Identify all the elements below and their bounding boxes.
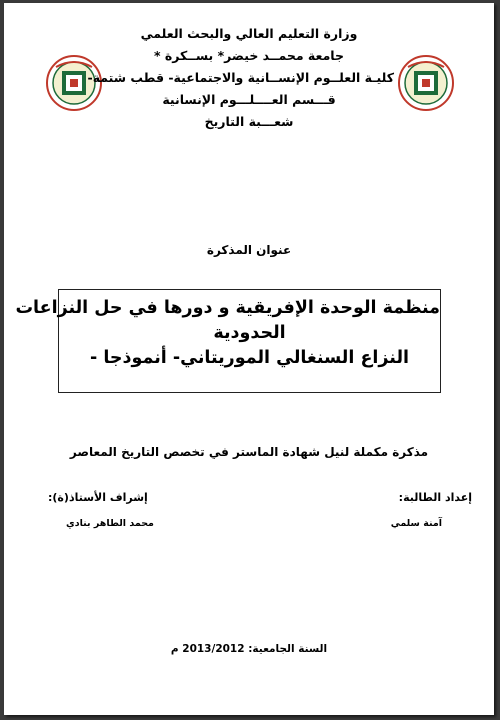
thesis-title-box xyxy=(15,289,441,393)
branch-line: شعـــبة التاريخ xyxy=(204,114,294,129)
student-name: آمنة سلمي xyxy=(390,518,442,529)
faculty-line: كليـة العلــوم الإنســانية والاجتماعية- قطب شتمة- xyxy=(87,70,394,85)
university-line: جامعة محمــد خيضر* بســكرة * xyxy=(153,48,345,63)
memo-title-label: عنوان المذكرة xyxy=(206,243,292,257)
degree-subtitle: مذكرة مكملة لنيل شهادة الماستر في تخصص التاريخ المعاصر xyxy=(69,445,429,459)
thesis-title-line-3: النزاع السنغالي الموريتاني- أنموذجا - xyxy=(89,348,410,368)
ministry-line: وزارة التعليم العالي والبحث العلمي xyxy=(140,26,358,41)
academic-year: السنة الجامعية: 2013/2012 م xyxy=(170,643,328,655)
university-logo-right xyxy=(396,53,456,113)
thesis-title-line-1: منظمة الوحدة الإفريقية و دورها في حل النزاعات xyxy=(15,298,440,318)
department-line: قـــسم العــــلـــوم الإنسانية xyxy=(162,92,336,107)
thesis-title-line-2: الحدودية xyxy=(213,323,286,343)
student-label: إعداد الطالبة: xyxy=(398,491,472,504)
document-page xyxy=(4,3,494,715)
supervisor-label: إشراف الأستاذ(ة): xyxy=(48,491,148,504)
supervisor-name: محمد الطاهر بنادي xyxy=(66,518,154,529)
institution-header xyxy=(87,23,394,133)
